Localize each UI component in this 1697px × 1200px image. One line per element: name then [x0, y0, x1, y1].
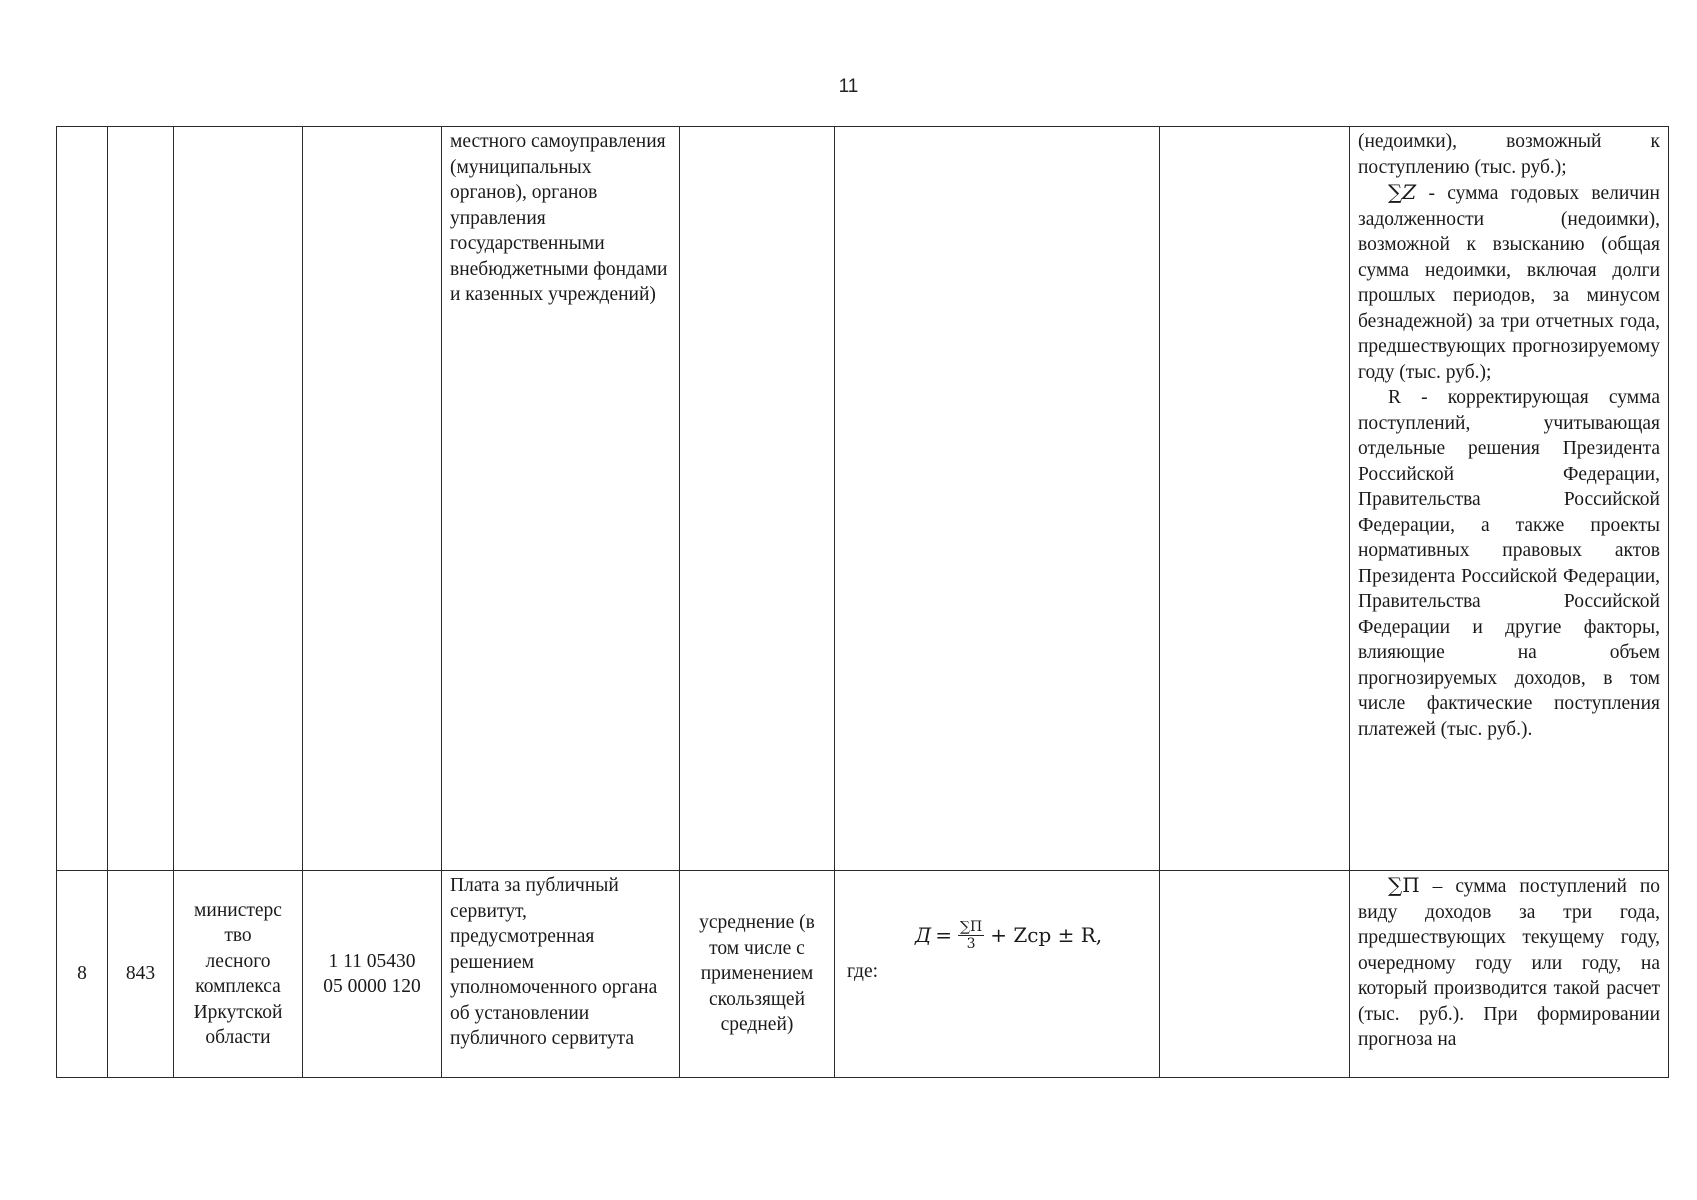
table-row-8 [57, 871, 1669, 1078]
revenue-methodology-table [56, 126, 1669, 1078]
cell-admin-code [108, 871, 174, 1078]
cell-number [57, 871, 108, 1078]
table-row-continuation [57, 127, 1669, 871]
cell-kbk [303, 871, 442, 1078]
cell-method [680, 871, 835, 1078]
admin-name-line: министерс [194, 899, 282, 921]
cell-income-name [442, 127, 680, 871]
admin-name-line: Иркутской [193, 1001, 283, 1023]
cell-algorithm [1160, 127, 1350, 871]
note-paragraph: ∑Z - сумма годовых величин задолженности (недоимки), возможной к взысканию (общая сумма недоимки, включая долги прошлых периодов, за минусом безнадежной) за три отчетных года, предшествующих прогнозируемому году (тыс. руб.); [1358, 180, 1660, 383]
row-number: 8 [77, 963, 87, 985]
cell-formula [835, 871, 1160, 1078]
admin-name-line: области [205, 1027, 271, 1048]
cell-algorithm [1160, 871, 1350, 1078]
cell-kbk [303, 127, 442, 871]
admin-name-line: тво [224, 925, 252, 946]
admin-name-line: комплекса [195, 976, 281, 997]
cell-formula [835, 127, 1160, 871]
sum-p-symbol: ∑П [1388, 873, 1420, 897]
kbk-code-line: 1 11 05430 [328, 950, 416, 972]
income-name-text: местного самоуправления (муниципальных органов), органов управления государственными внебюджетными фондами и казенных учреждений) [450, 131, 668, 305]
note-paragraph: R - корректирующая сумма поступлений, учитывающая отдельные решения Президента Российской Федерации, Правительства Российской Федерации, а также проекты нормативных правовых актов Президента Российской Федерации, Правительства Российской Федерации и другие факторы, влияющие на объем прогнозируемых доходов, в том числе фактические поступления платежей (тыс. руб.). [1358, 387, 1660, 740]
cell-number [57, 127, 108, 871]
page-number: 11 [838, 76, 859, 97]
admin-code: 843 [125, 963, 156, 985]
method-text: усреднение (в том числе с применением скользящей средней) [699, 912, 815, 1036]
kbk-code-line: 05 0000 120 [323, 976, 421, 997]
cell-admin-code [108, 127, 174, 871]
cell-admin-name [174, 871, 303, 1078]
cell-method [680, 127, 835, 871]
formula-fraction: $\frac{\sum П}{3}$ [960, 919, 983, 952]
note-paragraph: (недоимки), возможный к поступлению (тыс. руб.); [1358, 131, 1660, 178]
admin-name-line: лесного [205, 950, 271, 972]
formula-where-label: где: [847, 961, 879, 982]
r-symbol: R [1388, 387, 1402, 408]
cell-notes [1350, 871, 1669, 1078]
sum-z-symbol: ∑Z [1388, 180, 1417, 204]
cell-notes [1350, 127, 1669, 871]
cell-income-name [442, 871, 680, 1078]
note-paragraph: ∑П – сумма поступлений по виду доходов за три года, предшествующих текущему году, очередному году или году, на который производится такой расчет (тыс. руб.). При формировании прогноза на [1358, 873, 1661, 1050]
cell-admin-name [174, 127, 303, 871]
formula: Д = $\frac{\sum П}{3}$ + Zср ± R, [915, 919, 1103, 952]
income-name-text: Плата за публичный сервитут, предусмотренная решением уполномоченного органа об установлении публичного сервитута [450, 875, 658, 1049]
